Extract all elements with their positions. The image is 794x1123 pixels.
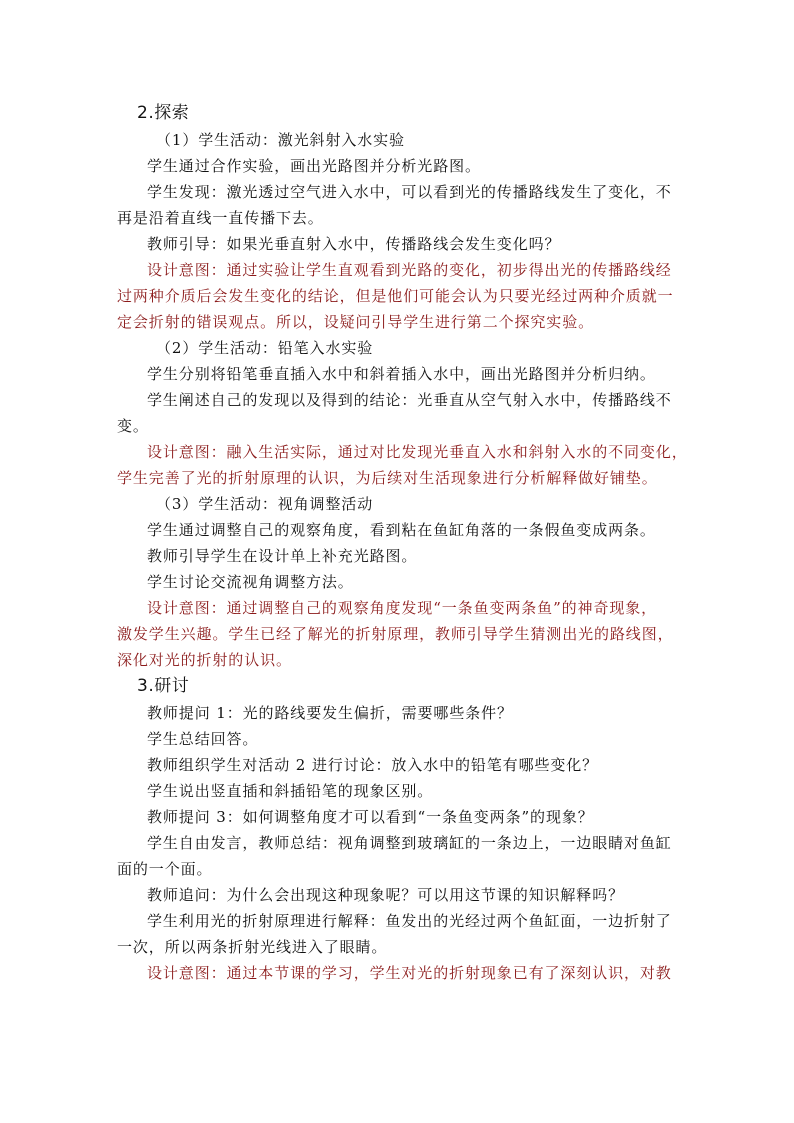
- text-line: 学生利用光的折射原理进行解释：鱼发出的光经过两个鱼缸面，一边折射了: [147, 912, 672, 930]
- design-intent-line: 设计意图：融入生活实际，通过对比发现光垂直入水和斜射入水的不同变化，: [147, 443, 688, 461]
- text-line: 学生通过调整自己的观察角度，看到粘在鱼缸角落的一条假鱼变成两条。: [147, 521, 656, 539]
- text-line: （3）学生活动：视角调整活动: [156, 495, 374, 513]
- text-line: 学生通过合作实验，画出光路图并分析光路图。: [147, 157, 481, 175]
- text-line: 变。: [117, 417, 149, 435]
- text-line: 教师追问：为什么会出现这种现象呢？可以用这节课的知识解释吗？: [147, 886, 625, 904]
- design-intent-line: 过两种介质后会发生变化的结论，但是他们可能会认为只要光经过两种介质就一: [117, 287, 674, 305]
- text-line: （1）学生活动：激光斜射入水实验: [156, 131, 405, 149]
- design-intent-line: 深化对光的折射的认识。: [117, 651, 292, 669]
- text-line: 一次，所以两条折射光线进入了眼睛。: [117, 938, 388, 956]
- design-intent-line: 学生完善了光的折射原理的认识，为后续对生活现象进行分析解释做好铺垫。: [117, 469, 658, 487]
- text-line: 教师组织学生对活动 2 进行讨论：放入水中的铅笔有哪些变化？: [147, 756, 599, 774]
- design-intent-line: 设计意图：通过调整自己的观察角度发现“一条鱼变两条鱼”的神奇现象，: [147, 599, 658, 617]
- text-line: 教师引导：如果光垂直射入水中，传播路线会发生变化吗？: [147, 235, 561, 253]
- text-line: 面的一个面。: [117, 860, 213, 878]
- section-heading: 3.研讨: [137, 676, 190, 696]
- text-line: 教师引导学生在设计单上补充光路图。: [147, 547, 418, 565]
- text-line: 教师提问 3：如何调整角度才可以看到“一条鱼变两条”的现象？: [147, 808, 594, 826]
- text-line: 再是沿着直线一直传播下去。: [117, 209, 324, 227]
- design-intent-line: 设计意图：通过实验让学生直观看到光路的变化，初步得出光的传播路线经: [147, 261, 672, 279]
- text-line: 学生发现：激光透过空气进入水中，可以看到光的传播路线发生了变化，不: [147, 183, 672, 201]
- text-line: 学生说出竖直插和斜插铅笔的现象区别。: [147, 782, 434, 800]
- text-line: 教师提问 1：光的路线要发生偏折，需要哪些条件？: [147, 704, 513, 722]
- text-line: 学生阐述自己的发现以及得到的结论：光垂直从空气射入水中，传播路线不: [147, 391, 672, 409]
- text-line: （2）学生活动：铅笔入水实验: [156, 339, 374, 357]
- text-line: 学生分别将铅笔垂直插入水中和斜着插入水中，画出光路图并分析归纳。: [147, 365, 656, 383]
- design-intent-line: 激发学生兴趣。学生已经了解光的折射原理，教师引导学生猜测出光的路线图，: [117, 625, 674, 643]
- text-line: 学生总结回答。: [147, 730, 259, 748]
- text-line: 学生自由发言，教师总结：视角调整到玻璃缸的一条边上，一边眼睛对鱼缸: [147, 834, 672, 852]
- text-line: 学生讨论交流视角调整方法。: [147, 573, 354, 591]
- design-intent-line: 设计意图：通过本节课的学习，学生对光的折射现象已有了深刻认识，对教: [147, 964, 672, 982]
- section-heading: 2.探索: [137, 103, 190, 123]
- design-intent-line: 定会折射的错误观点。所以，设疑问引导学生进行第二个探究实验。: [117, 313, 595, 331]
